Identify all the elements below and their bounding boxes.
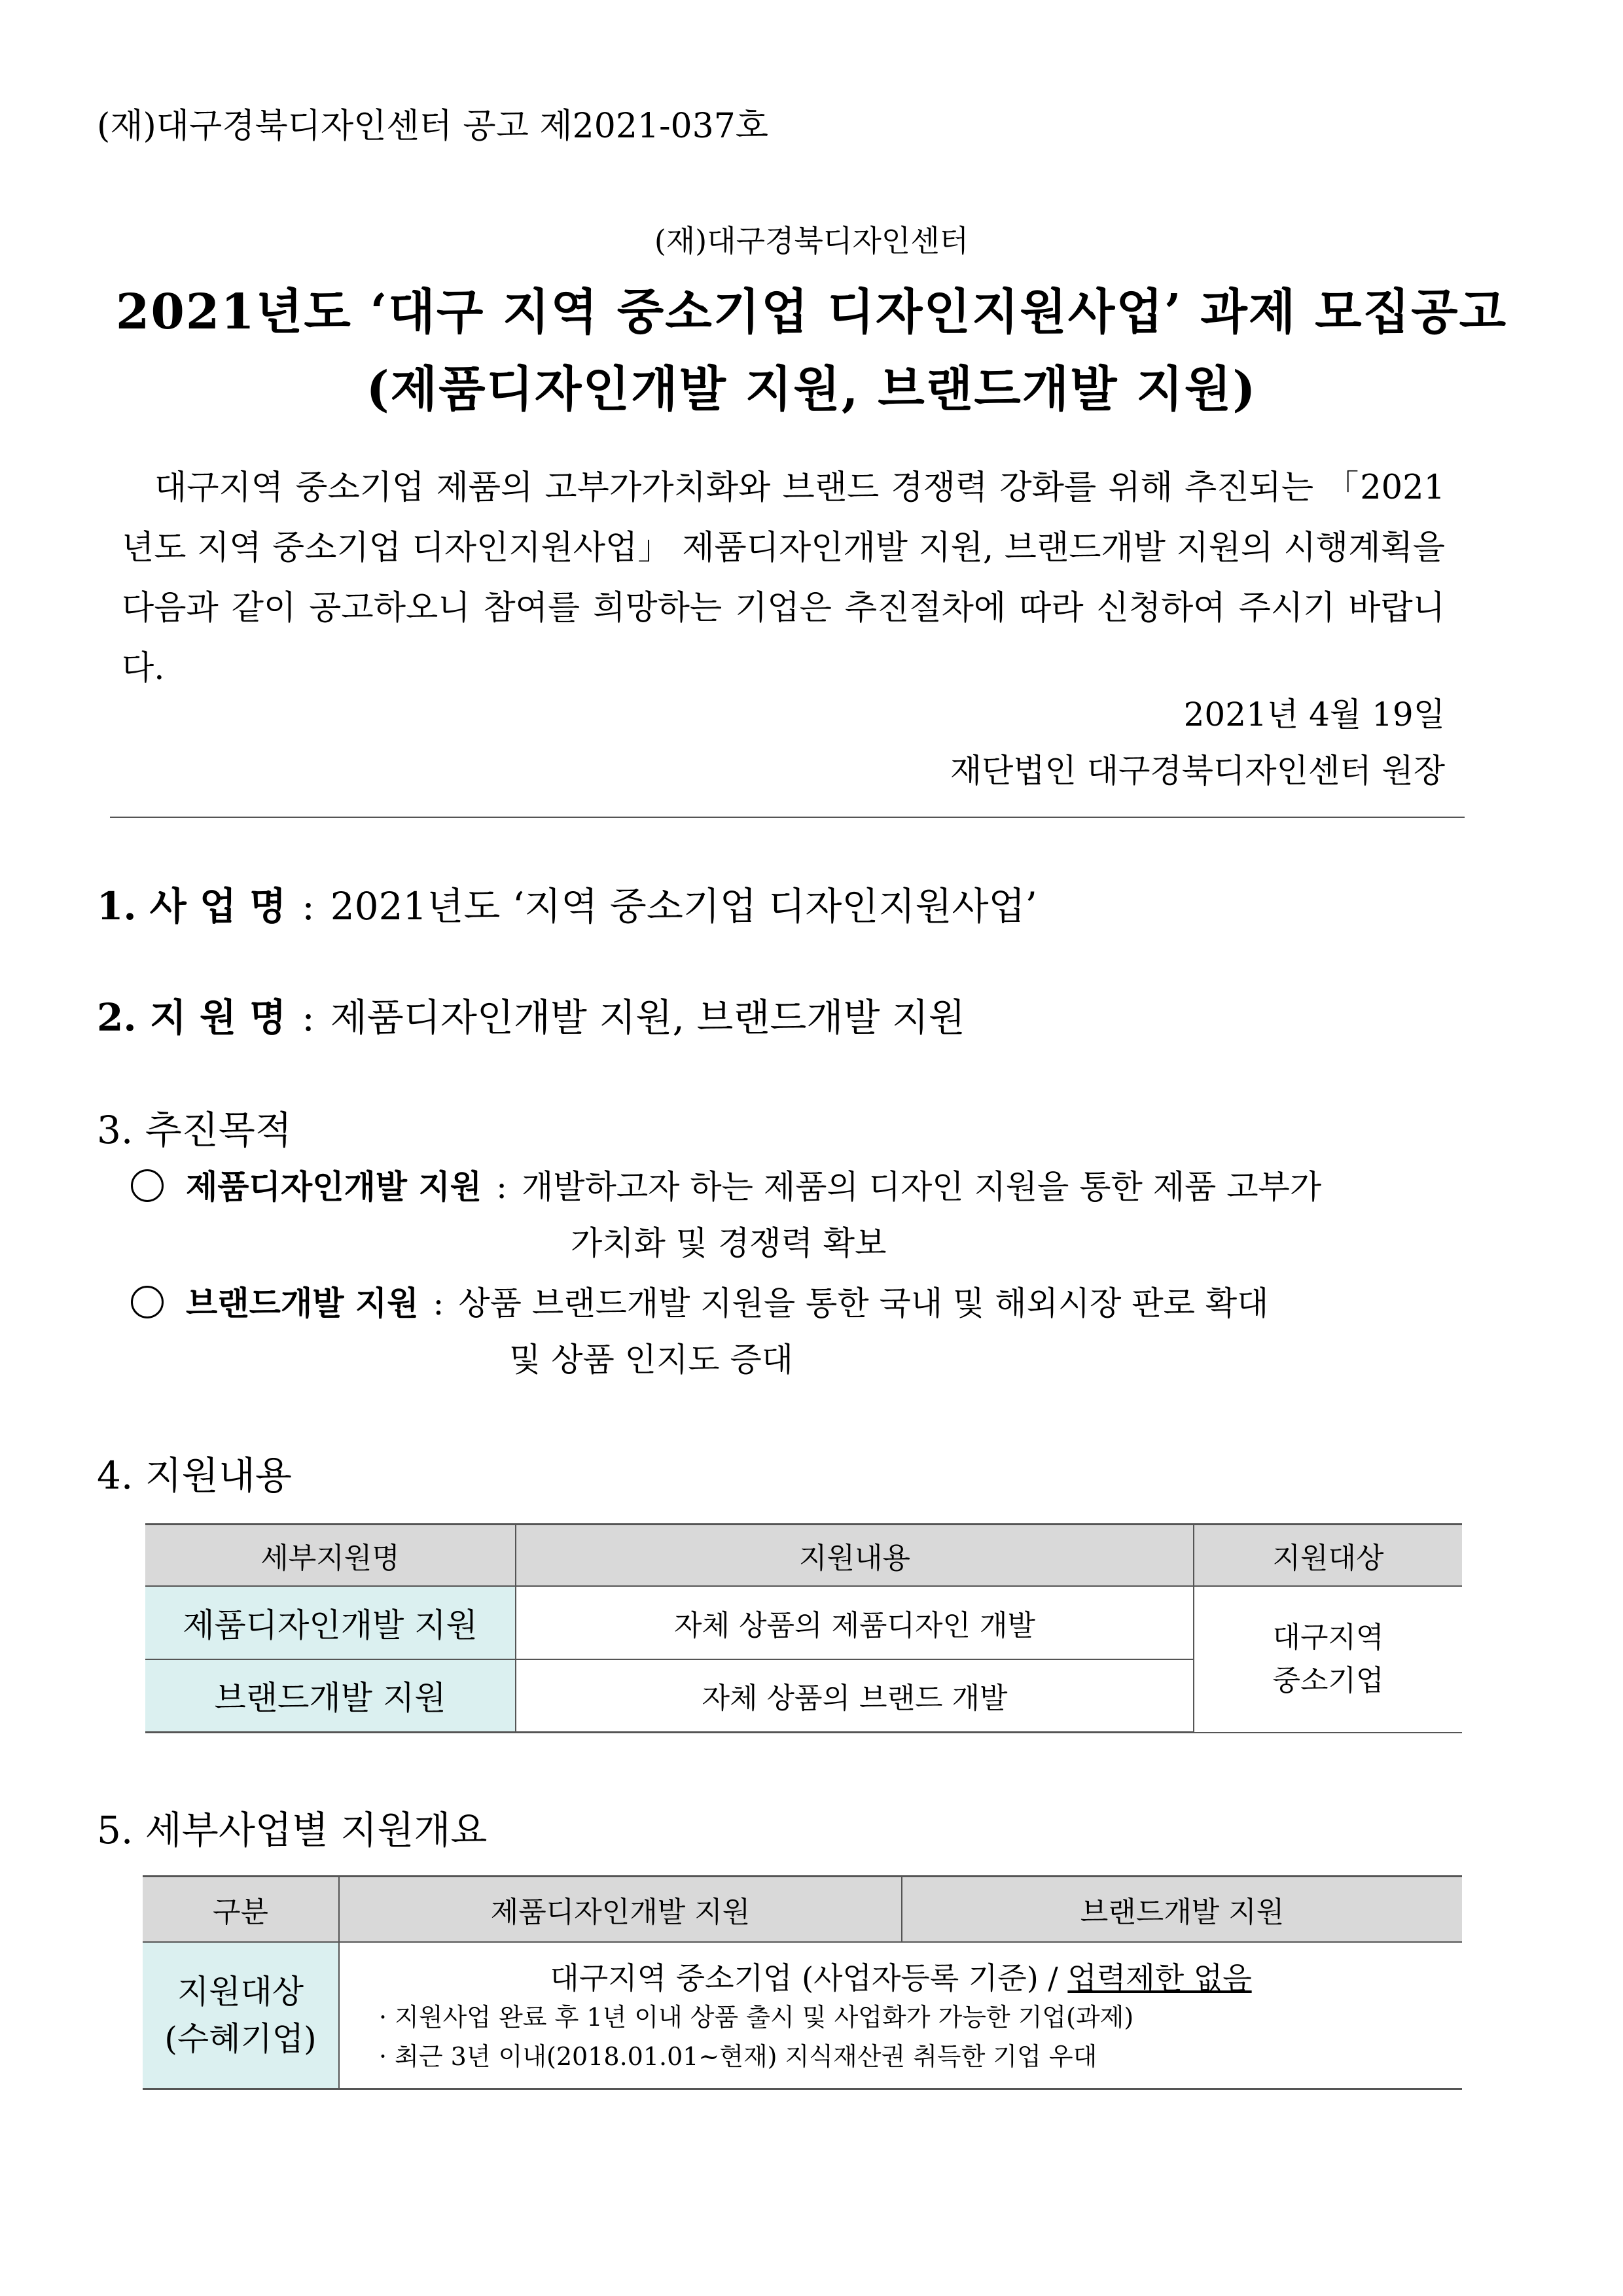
table-cell-target-detail [339,1942,1462,2089]
table-header-cell: 세부지원명 [145,1525,516,1586]
table-cell-name: 브랜드개발 지원 [145,1659,516,1733]
section-label: 1. 사 업 명 [97,884,287,928]
row-label-line: 지원대상 [177,1972,304,2011]
row-label-line: (수혜기업) [164,2019,317,2058]
purpose-text: 상품 브랜드개발 지원을 통한 국내 및 해외시장 판로 확대 [458,1284,1269,1322]
purpose-text-continued: 및 상품 인지도 증대 [509,1341,794,1379]
target-line: 대구지역 [1272,1620,1384,1654]
table-header-cell: 지원내용 [516,1525,1194,1586]
divider [110,817,1465,818]
bullet-item: · 지원사업 완료 후 1년 이내 상품 출시 및 사업화가 가능한 기업(과제) [379,2002,1134,2032]
page-subtitle: (제품디자인개발 지원, 브랜드개발 지원) [366,361,1257,417]
circle-bullet-icon [131,1169,164,1202]
purpose-text-continued: 가치화 및 경쟁력 확보 [571,1224,887,1262]
section-support-name [97,987,965,1042]
section-purpose-heading [97,1099,292,1154]
notice-date: 2021년 4월 19일 [1183,696,1445,733]
notice-number: (재)대구경북디자인센터 공고 제2021-037호 [97,107,769,146]
support-overview-table [143,1875,1462,2090]
target-main-text-part: 대구지역 중소기업 (사업자등록 기준) / [550,1960,1068,1996]
section-overview-heading [97,1799,487,1854]
no-history-limit: 업력제한 없음 [1067,1960,1252,1996]
purpose-item [131,1277,1268,1324]
table-header-row [143,1877,1462,1942]
section-label: 4. 지원내용 [97,1453,292,1498]
table-header-cell: 브랜드개발 지원 [902,1877,1462,1942]
page-title: 2021년도 ‘대구 지역 중소기업 디자인지원사업’ 과제 모집공고 [115,284,1508,340]
target-line: 중소기업 [1272,1663,1384,1697]
table-row [143,1942,1462,2089]
section-content: 2021년도 ‘지역 중소기업 디자인지원사업’ [330,884,1037,928]
organization-name: (재)대구경북디자인센터 [654,223,969,258]
purpose-name: 제품디자인개발 지원 [186,1167,482,1206]
purpose-item [131,1161,1321,1208]
section-support-content-heading [97,1445,292,1500]
bullet-item: · 최근 3년 이내(2018.01.01~현재) 지식재산권 취득한 기업 우대 [379,2041,1097,2071]
intro-paragraph: 대구지역 중소기업 제품의 고부가가치화와 브랜드 경쟁력 강화를 위해 추진되는 「2021년도 지역 중소기업 디자인지원사업」 제품디자인개발 지원, 브랜드개발 지원의 시행계획을 다음과 같이 공고하오니 참여를 희망하는 기업은 추진절차에 따라 신청하여 주시기 바랍니다. [122,468,1445,688]
section-label: 5. 세부사업별 지원개요 [97,1808,488,1852]
table-header-cell: 제품디자인개발 지원 [339,1877,902,1942]
section-label: 3. 추진목적 [97,1108,292,1152]
purpose-name: 브랜드개발 지원 [186,1284,419,1322]
colon: : [302,884,315,928]
section-project-name [97,875,1037,930]
circle-bullet-icon [131,1286,164,1318]
purpose-text: 개발하고자 하는 제품의 디자인 지원을 통한 제품 고부가 [521,1168,1322,1206]
table-header-cell: 지원대상 [1194,1525,1462,1586]
table-header-row [145,1525,1462,1586]
table-header-cell: 구분 [143,1877,339,1942]
table-cell-target [1194,1586,1462,1733]
section-label: 2. 지 원 명 [97,995,287,1040]
table-cell-content: 자체 상품의 제품디자인 개발 [516,1586,1194,1659]
target-main-text [340,1948,1462,1998]
signer: 재단법인 대구경북디자인센터 원장 [950,752,1445,790]
colon: : [433,1284,444,1322]
colon: : [496,1168,507,1206]
section-content: 제품디자인개발 지원, 브랜드개발 지원 [330,995,965,1040]
table-row-label [143,1942,339,2089]
table-cell-name: 제품디자인개발 지원 [145,1586,516,1659]
table-cell-content: 자체 상품의 브랜드 개발 [516,1659,1194,1733]
support-content-table [145,1523,1462,1733]
colon: : [302,995,315,1040]
table-row [145,1586,1462,1659]
